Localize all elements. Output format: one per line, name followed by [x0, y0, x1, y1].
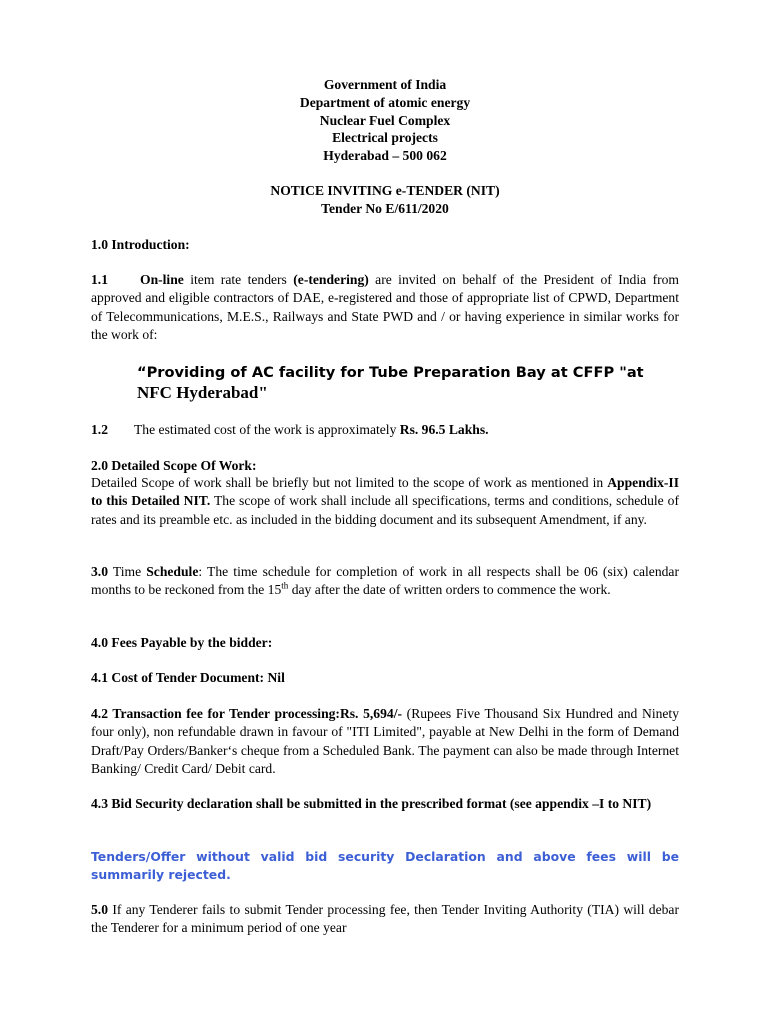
e-tendering-text: (e-tendering): [293, 272, 369, 287]
para-number: 5.0: [91, 902, 108, 917]
para-text: Time: [108, 564, 147, 579]
para-number: 3.0: [91, 564, 108, 579]
para-text: item rate tenders: [183, 272, 294, 287]
notice-title-block: [0, 182, 770, 218]
work-title-line2: NFC Hyderabad": [137, 383, 268, 402]
scope-paragraph: [91, 474, 679, 529]
header-line: Electrical projects: [332, 130, 438, 146]
address-block: [0, 76, 770, 165]
separator: :: [259, 670, 268, 685]
paragraph-1-2: [91, 421, 679, 439]
superscript: th: [281, 580, 289, 591]
cost-value: Nil: [267, 670, 285, 685]
warning-note: Tenders/Offer without valid bid security Declaration and above fees will be summarily rejected.: [91, 849, 679, 883]
work-title-line1: “Providing of AC facility for Tube Preparation Bay at CFFP "at: [137, 364, 644, 381]
section-heading-fees: 4.0 Fees Payable by the bidder:: [91, 635, 273, 650]
transaction-fee-label: 4.2 Transaction fee for Tender processing:Rs. 5,694/-: [91, 706, 403, 721]
para-text: Detailed Scope of work shall be briefly but not limited to the scope of work as mentioned in: [91, 475, 608, 490]
header-line: Hyderabad – 500 062: [323, 148, 447, 164]
transaction-fee-paragraph: [91, 705, 679, 778]
para-text: : The time schedule for completion of work in all respects shall be 06 (six) calendar months to be reckoned from the 15: [91, 564, 679, 598]
para-number: 1.2: [91, 422, 108, 437]
section-heading-scope: 2.0 Detailed Scope Of Work:: [91, 458, 257, 473]
header-line: Nuclear Fuel Complex: [319, 112, 451, 128]
appendix-reference: Appendix-II to this Detailed NIT.: [91, 475, 679, 509]
bid-security-paragraph: 4.3 Bid Security declaration shall be submitted in the prescribed format (see appendix –I to NIT): [91, 796, 652, 811]
notice-title: NOTICE INVITING e-TENDER (NIT): [270, 183, 500, 198]
para-text: are invited on behalf of the President of India from approved and eligible contractors of DAE, e-registered and those of appropriate list of CPWD, Department of Telecommunications, M.E.S., Railways and State PWD and / or having experience in similar works for the work of:: [91, 272, 680, 342]
schedule-paragraph: [91, 563, 679, 600]
cost-of-tender-document: [91, 669, 679, 687]
estimated-cost: Rs. 96.5 Lakhs.: [399, 422, 489, 437]
para-text: If any Tenderer fails to submit Tender processing fee, then Tender Inviting Authority (TIA) will debar the Tenderer for a minimum period of one year: [91, 902, 679, 936]
para-text: The estimated cost of the work is approximately: [134, 422, 400, 437]
header-line: Government of India: [323, 77, 447, 92]
tender-number: Tender No E/611/2020: [321, 200, 449, 216]
para-number: 1.1: [91, 272, 108, 287]
debar-paragraph: [91, 901, 679, 938]
online-text: On-line: [140, 272, 184, 287]
cost-label: 4.1 Cost of Tender Document: [91, 670, 260, 685]
header-line: Department of atomic energy: [299, 94, 471, 110]
paragraph-1-1: [91, 271, 679, 344]
schedule-label: Schedule: [146, 564, 199, 579]
para-text: day after the date of written orders to commence the work.: [288, 582, 611, 598]
para-text: (Rupees Five Thousand Six Hundred and Ninety four only), non refundable drawn in favour of "ITI Limited", payable at New Delhi in the form of Demand Draft/Pay Orders/Banker‘s cheque from a Scheduled Bank. The payment can also be made through Internet Banking/ Credit Card/ Debit card.: [91, 706, 679, 776]
para-text: The scope of work shall include all specifications, terms and conditions, schedule of rates and its preamble etc. as included in the bidding document and its subsequent Amendment, if any.: [91, 493, 679, 527]
section-heading-introduction: 1.0 Introduction:: [91, 237, 190, 252]
